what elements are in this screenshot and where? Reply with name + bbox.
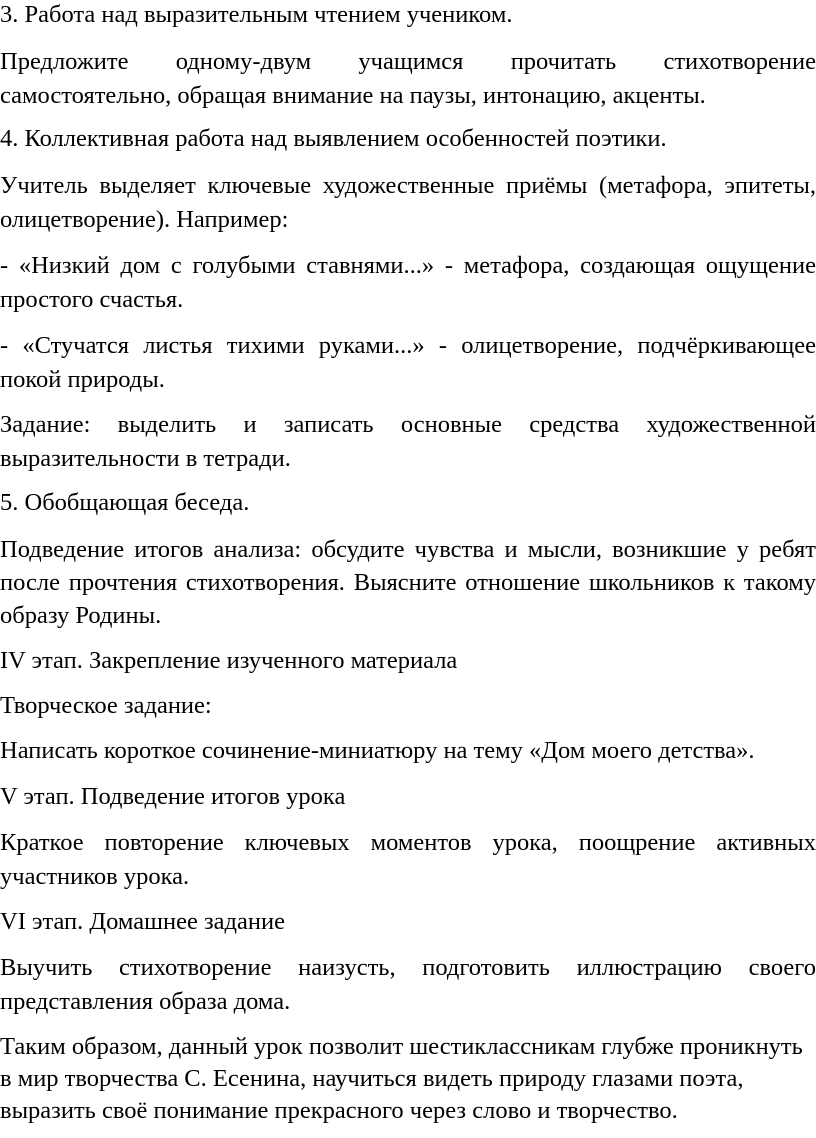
example-line: простого счастья. — [0, 286, 184, 313]
paragraph-line: Задание: выделить и записать основные средства художественной — [0, 411, 816, 438]
paragraph-line: участников урока. — [0, 863, 190, 890]
paragraph-line: образу Родины. — [0, 602, 162, 629]
paragraph-line: Предложите одному-двум учащимся прочитать стихотворение — [0, 48, 816, 75]
paragraph-line: Выучить стихотворение наизусть, подготовить иллюстрацию своего — [0, 954, 816, 981]
example-line: - «Стучатся листья тихими руками...» - олицетворение, подчёркивающее — [0, 332, 816, 359]
stage-heading-6: VI этап. Домашнее задание — [0, 908, 285, 935]
example-line: - «Низкий дом с голубыми ставнями...» - метафора, создающая ощущение — [0, 252, 816, 279]
paragraph-line: Подведение итогов анализа: обсудите чувства и мысли, возникшие у ребят — [0, 536, 816, 563]
paragraph-line: выразительности в тетради. — [0, 445, 291, 472]
item-heading-3: 3. Работа над выразительным чтением учеником. — [0, 1, 513, 28]
paragraph-line: Написать короткое сочинение-миниатюру на тему «Дом моего детства». — [0, 737, 755, 764]
paragraph-line: самостоятельно, обращая внимание на паузы, интонацию, акценты. — [0, 82, 706, 109]
paragraph-line: олицетворение). Например: — [0, 206, 289, 233]
stage-heading-5: V этап. Подведение итогов урока — [0, 783, 346, 810]
paragraph-line: Творческое задание: — [0, 692, 212, 719]
conclusion-line: в мир творчества С. Есенина, научиться видеть природу глазами поэта, — [0, 1065, 744, 1092]
paragraph-line: после прочтения стихотворения. Выясните отношение школьников к такому — [0, 569, 816, 596]
example-line: покой природы. — [0, 366, 165, 393]
conclusion-line: выразить своё понимание прекрасного через слово и творчество. — [0, 1097, 678, 1124]
stage-heading-4: IV этап. Закрепление изученного материала — [0, 647, 458, 674]
conclusion-line: Таким образом, данный урок позволит шестиклассникам глубже проникнуть — [0, 1033, 803, 1060]
paragraph-line: представления образа дома. — [0, 988, 291, 1015]
paragraph-line: Учитель выделяет ключевые художественные приёмы (метафора, эпитеты, — [0, 172, 816, 199]
paragraph-line: Краткое повторение ключевых моментов урока, поощрение активных — [0, 829, 816, 856]
item-heading-5: 5. Обобщающая беседа. — [0, 489, 250, 516]
item-heading-4: 4. Коллективная работа над выявлением особенностей поэтики. — [0, 125, 667, 152]
